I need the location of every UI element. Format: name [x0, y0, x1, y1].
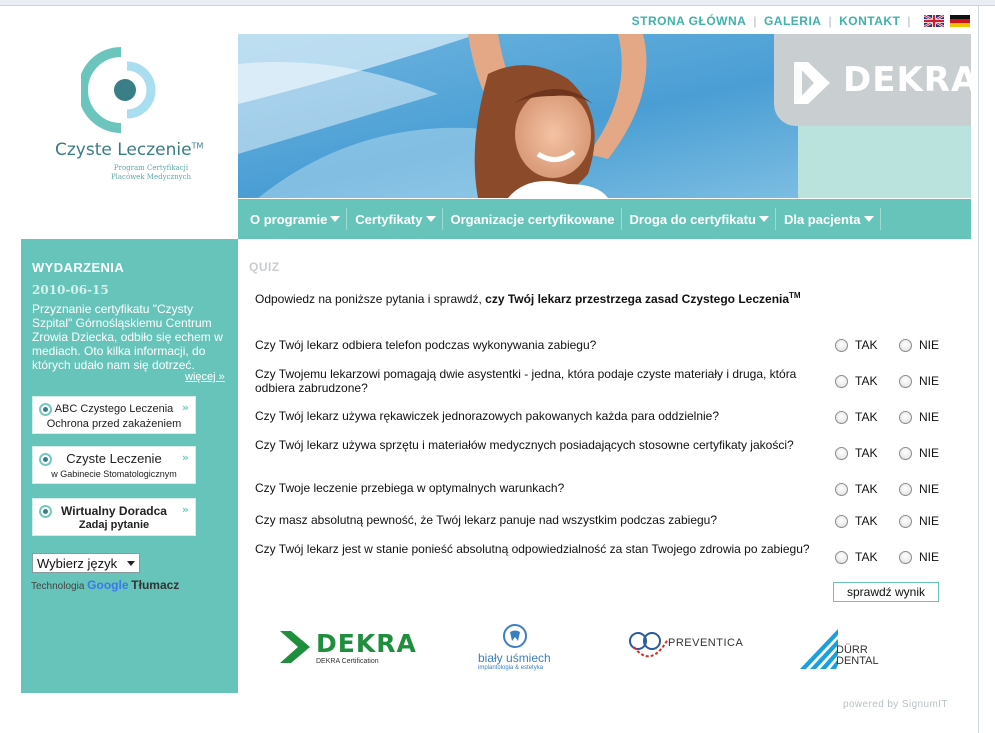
quiz-question-2: Czy Twojemu lekarzowi pomagają dwie asystentki - jedna, która podaje czyste materiały i druga, która odbiera zabrudzone? — [255, 367, 797, 395]
logo-tm: TM — [191, 141, 204, 151]
yes-label: TAK — [855, 374, 878, 388]
advisor-button-title: Wirtualny Doradca — [61, 504, 167, 518]
yes-label: TAK — [855, 446, 878, 460]
radio-button[interactable] — [899, 483, 912, 496]
menu-item-organizacje[interactable] — [443, 208, 622, 230]
chevron-right-icon: » — [181, 401, 189, 414]
dental-button[interactable] — [32, 446, 196, 484]
language-select[interactable] — [32, 553, 140, 573]
answer-no-7[interactable] — [899, 550, 939, 564]
answer-yes-5[interactable] — [835, 482, 877, 496]
language-select-value: Wybierz język — [37, 555, 118, 571]
durr-dental-logo[interactable] — [798, 627, 888, 671]
abc-button-title: ABC Czystego Leczenia — [54, 403, 174, 415]
radio-button[interactable] — [899, 375, 912, 388]
radio-button[interactable] — [899, 515, 912, 528]
menu-item-label: Droga do certyfikatu — [629, 211, 756, 227]
quiz-question-7: Czy Twój lekarz jest w stanie ponieść absolutną odpowiedzialność za stan Twojego zdrowia po zabiegu? — [255, 542, 810, 556]
no-label: NIE — [919, 410, 940, 424]
answer-no-3[interactable] — [899, 410, 939, 424]
events-title: WYDARZENIA — [32, 260, 125, 275]
radio-button[interactable] — [899, 411, 912, 424]
translate-prefix: Technologia — [31, 581, 85, 592]
scrollbar[interactable] — [978, 6, 995, 733]
menu-item-label: O programie — [250, 211, 328, 227]
chevron-right-icon: » — [181, 503, 189, 516]
logo-subtitle-line1: Program Certyfikacji — [113, 164, 189, 172]
german-flag-icon[interactable] — [950, 15, 970, 27]
quiz-question-5: Czy Twoje leczenie przebiega w optymalnych warunkach? — [255, 481, 565, 495]
check-result-button[interactable]: sprawdź wynik — [833, 582, 939, 602]
answer-yes-6[interactable] — [835, 514, 877, 528]
advisor-button-subtitle: Zadaj pytanie — [78, 519, 150, 531]
event-date: 2010-06-15 — [32, 283, 109, 297]
logo-title-text: Czyste Leczenie — [55, 140, 192, 160]
main-menu — [238, 199, 971, 239]
dekra-arrow-icon — [792, 60, 832, 106]
sidebar — [21, 239, 238, 693]
advisor-button[interactable] — [32, 498, 196, 536]
bialy-usmiech-logo[interactable] — [476, 623, 560, 673]
answer-yes-1[interactable] — [835, 338, 877, 352]
top-navigation — [600, 13, 970, 29]
answer-yes-3[interactable] — [835, 410, 877, 424]
answer-no-5[interactable] — [899, 482, 939, 496]
menu-item-label: Certyfikaty — [355, 211, 423, 227]
quiz-intro-text: Odpowiedz na poniższe pytania i sprawdź, — [255, 292, 482, 306]
answer-yes-7[interactable] — [835, 550, 877, 564]
abc-button-subtitle: Ochrona przed zakażeniem — [46, 418, 182, 430]
uk-flag-icon[interactable] — [924, 15, 944, 27]
yes-label: TAK — [855, 482, 878, 496]
chevron-down-icon — [864, 216, 874, 222]
answer-no-2[interactable] — [899, 374, 939, 388]
dental-button-subtitle: w Gabinecie Stomatologicznym — [51, 469, 177, 479]
chevron-down-icon — [127, 561, 135, 566]
radio-button[interactable] — [835, 447, 848, 460]
chevron-right-icon: » — [181, 451, 189, 464]
menu-item-certyfikaty[interactable] — [347, 208, 442, 230]
no-label: NIE — [919, 446, 940, 460]
quiz-intro-tm: TM — [789, 291, 801, 300]
answer-no-4[interactable] — [899, 446, 939, 460]
quiz-question-1: Czy Twój lekarz odbiera telefon podczas wykonywania zabiegu? — [255, 338, 597, 352]
nav-separator: | — [753, 14, 757, 28]
quiz-intro-bold: czy Twój lekarz przestrzega zasad Czystego Leczenia — [485, 292, 790, 306]
no-label: NIE — [919, 374, 940, 388]
quiz-title: QUIZ — [249, 260, 280, 274]
menu-item-droga[interactable] — [622, 208, 776, 230]
nav-contact-link[interactable]: KONTAKT — [839, 14, 901, 28]
durr-dental-text — [836, 645, 879, 667]
logo-title — [55, 140, 203, 160]
yes-label: TAK — [855, 514, 878, 528]
browser-top-edge — [0, 0, 995, 6]
menu-item-label: Organizacje certyfikowane — [450, 211, 615, 227]
yes-label: TAK — [855, 410, 878, 424]
event-more-link[interactable]: więcej » — [185, 371, 225, 383]
logo-emblem-icon — [81, 46, 161, 134]
quiz-question-4: Czy Twój lekarz używa sprzętu i materiałów medycznych posiadających stosowne certyfikaty jakości? — [255, 438, 794, 452]
nav-gallery-link[interactable]: GALERIA — [763, 14, 822, 28]
chevron-down-icon — [759, 216, 769, 222]
yes-label: TAK — [855, 338, 878, 352]
radio-button[interactable] — [899, 339, 912, 352]
chevron-down-icon — [426, 216, 436, 222]
dekra-green-arrow-icon — [278, 629, 314, 665]
radio-button[interactable] — [835, 339, 848, 352]
answer-yes-4[interactable] — [835, 446, 877, 460]
no-label: NIE — [919, 514, 940, 528]
quiz-intro — [255, 291, 885, 306]
nav-separator: | — [907, 14, 911, 28]
google-logo-text: Google — [87, 578, 129, 592]
google-translate-credit — [31, 578, 179, 592]
dekra-certification-logo[interactable] — [278, 625, 417, 669]
event-text: Przyznanie certyfikatu "Czysty Szpital" Górnośląskiemu Centrum Zrowia Dziecka, odbiło się echem w mediach. Oto kilka informacji, do których udało nam się dotrzeć. — [32, 302, 223, 372]
logo-subtitle — [91, 164, 211, 182]
answer-yes-2[interactable] — [835, 374, 877, 388]
menu-item-dla-pacjenta[interactable] — [776, 208, 881, 230]
no-label: NIE — [919, 482, 940, 496]
quiz-question-6: Czy masz absolutną pewność, że Twój lekarz panuje nad wszystkim podczas zabiegu? — [255, 513, 718, 527]
answer-no-6[interactable] — [899, 514, 939, 528]
answer-no-1[interactable] — [899, 338, 939, 352]
yes-label: TAK — [855, 550, 878, 564]
nav-home-link[interactable]: STRONA GŁÓWNA — [631, 14, 747, 28]
radio-button[interactable] — [899, 551, 912, 564]
radio-button[interactable] — [835, 483, 848, 496]
abc-button[interactable] — [32, 396, 196, 434]
dekra-logo-text: DEKRA — [316, 629, 417, 658]
tooth-icon — [500, 623, 530, 649]
menu-item-label: Dla pacjenta — [783, 211, 861, 227]
logo-subtitle-line2: Placówek Medycznych — [110, 173, 192, 181]
radio-button[interactable] — [835, 515, 848, 528]
chevron-down-icon — [330, 216, 340, 222]
durr-line2: DENTAL — [836, 655, 879, 667]
translate-suffix: Tłumacz — [131, 578, 180, 592]
radio-button[interactable] — [835, 375, 848, 388]
nav-separator: | — [828, 14, 833, 28]
radio-button[interactable] — [899, 447, 912, 460]
dental-button-title: Czyste Leczenie — [66, 451, 162, 466]
no-label: NIE — [919, 550, 940, 564]
powered-by[interactable]: powered by SignumIT — [843, 699, 948, 710]
bialy-usmiech-text: biały uśmiech — [478, 651, 551, 665]
logo[interactable] — [21, 34, 238, 198]
no-label: NIE — [919, 338, 940, 352]
quiz-content — [238, 239, 971, 709]
bialy-usmiech-subtext: implantologia & estetyka — [478, 665, 544, 671]
quiz-question-3: Czy Twój lekarz używa rękawiczek jednorazowych pakowanych każda para oddzielnie? — [255, 409, 720, 423]
menu-item-o-programie[interactable] — [242, 208, 347, 230]
radio-button[interactable] — [835, 551, 848, 564]
dekra-logo-subtext: DEKRA Certification — [316, 658, 379, 665]
durr-line1: DÜRR — [836, 644, 868, 656]
dekra-brand-text: DEKRA — [843, 60, 979, 100]
radio-button[interactable] — [835, 411, 848, 424]
preventica-text: PREVENTICA — [668, 637, 744, 649]
preventica-logo[interactable] — [626, 629, 744, 669]
